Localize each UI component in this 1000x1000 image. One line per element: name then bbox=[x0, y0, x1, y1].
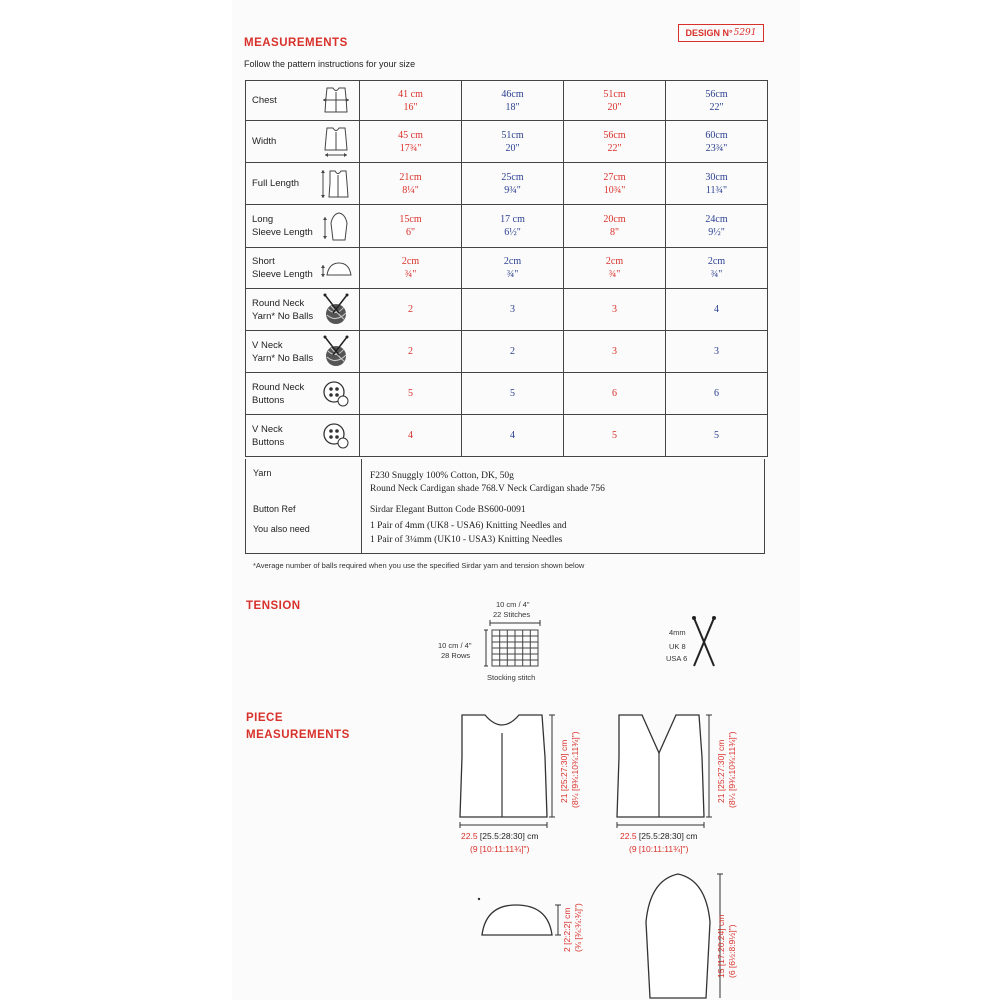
short-sleeve-in: (¾ [¾:¾:¾]") bbox=[573, 903, 583, 952]
size-value-cell bbox=[462, 163, 564, 205]
value-primary: 24cm bbox=[705, 214, 728, 225]
row-label-cell bbox=[246, 121, 360, 163]
size-value-cell bbox=[462, 121, 564, 163]
yarn-line-1: F230 Snuggly 100% Cotton, DK, 50g bbox=[370, 471, 514, 481]
value-imperial: 20" bbox=[607, 101, 622, 113]
design-number: 5291 bbox=[733, 28, 757, 38]
value-primary: 6 bbox=[714, 388, 719, 399]
also-need-label: You also need bbox=[253, 524, 310, 534]
measurement-row bbox=[246, 121, 768, 163]
needle-size-usa: USA 6 bbox=[666, 654, 688, 663]
design-prefix: DESIGN N° bbox=[685, 28, 733, 38]
row-label-cell bbox=[246, 81, 360, 121]
value-primary: 56cm bbox=[705, 88, 728, 100]
round-neck-width-cm: 22.5 [25.5:28:30] cm bbox=[461, 831, 539, 841]
row-label-cell bbox=[246, 415, 360, 457]
value-imperial: 6" bbox=[405, 227, 416, 238]
size-value-cell bbox=[462, 205, 564, 248]
row-label: Chest bbox=[252, 95, 277, 106]
tension-stitches-label: 22 Stitches bbox=[493, 610, 531, 619]
design-number-badge bbox=[678, 24, 764, 42]
needle-size-mm: 4mm bbox=[669, 628, 686, 637]
value-imperial: ¾" bbox=[506, 269, 519, 280]
yarn-ball-icon bbox=[319, 335, 353, 369]
measurements-table bbox=[245, 80, 768, 457]
value-primary: 5 bbox=[612, 430, 617, 441]
tension-width-label: 10 cm / 4" bbox=[496, 600, 530, 609]
value-imperial: 18" bbox=[505, 101, 520, 113]
row-label: Width bbox=[252, 136, 277, 147]
value-primary: 51cm bbox=[501, 129, 524, 141]
round-neck-cardigan-diagram bbox=[455, 705, 555, 830]
size-value-cell bbox=[564, 415, 666, 457]
row-label-cell bbox=[246, 289, 360, 331]
row-label: V Neck Buttons bbox=[252, 423, 285, 448]
size-value-cell bbox=[564, 121, 666, 163]
value-primary: 5 bbox=[408, 388, 413, 399]
v-neck-width-cm: 22.5 [25.5:28:30] cm bbox=[620, 831, 698, 841]
size-value-cell bbox=[360, 163, 462, 205]
v-neck-length-in: (8¼ [9¾:10¾:11¾]") bbox=[727, 731, 737, 808]
v-neck-length-cm: 21 [25:27:30] cm bbox=[716, 739, 726, 803]
size-value-cell bbox=[666, 81, 768, 121]
value-imperial: 17¾" bbox=[399, 142, 422, 154]
cardigan-length-icon bbox=[319, 167, 353, 201]
value-primary: 60cm bbox=[705, 129, 728, 141]
size-value-cell bbox=[462, 415, 564, 457]
row-label-cell bbox=[246, 331, 360, 373]
size-value-cell bbox=[360, 373, 462, 415]
row-label-cell bbox=[246, 248, 360, 289]
size-value-cell bbox=[666, 373, 768, 415]
size-value-cell bbox=[462, 373, 564, 415]
value-primary: 2cm bbox=[605, 256, 624, 267]
measurement-row bbox=[246, 415, 768, 457]
knitting-needles-icon bbox=[690, 615, 718, 669]
needle-size-uk: UK 8 bbox=[669, 642, 686, 651]
value-primary: 30cm bbox=[705, 171, 728, 183]
value-primary: 5 bbox=[510, 388, 515, 399]
measurement-row bbox=[246, 248, 768, 289]
v-neck-cardigan-diagram bbox=[612, 705, 712, 830]
intro-text: Follow the pattern instructions for your size bbox=[244, 59, 416, 69]
short-sleeve-diagram bbox=[476, 895, 562, 943]
value-primary: 45 cm bbox=[398, 129, 423, 141]
value-primary: 4 bbox=[714, 304, 719, 315]
materials-divider bbox=[361, 459, 362, 553]
button-ref-label: Button Ref bbox=[253, 504, 296, 514]
button-ref-value: Sirdar Elegant Button Code BS600-0091 bbox=[370, 505, 526, 515]
size-value-cell bbox=[666, 289, 768, 331]
measurement-row bbox=[246, 163, 768, 205]
tension-rows-width-label: 10 cm / 4" bbox=[438, 641, 472, 650]
measurement-row bbox=[246, 81, 768, 121]
value-primary: 4 bbox=[408, 430, 413, 441]
value-primary: 2 bbox=[408, 304, 413, 315]
cardigan-width-icon bbox=[319, 125, 353, 159]
tension-swatch-grid bbox=[484, 620, 544, 670]
size-value-cell bbox=[666, 248, 768, 289]
size-value-cell bbox=[462, 81, 564, 121]
value-imperial: 16" bbox=[403, 101, 418, 113]
value-imperial: ¾" bbox=[608, 269, 621, 280]
size-value-cell bbox=[564, 205, 666, 248]
value-imperial: ¾" bbox=[710, 269, 723, 280]
value-primary: 46cm bbox=[501, 88, 524, 100]
row-label: Round Neck Yarn* No Balls bbox=[252, 297, 314, 322]
cardigan-chest-icon bbox=[319, 84, 353, 118]
long-sleeve-cm: 15 [17:20:24] cm bbox=[716, 914, 726, 978]
value-primary: 3 bbox=[612, 304, 617, 315]
size-value-cell bbox=[666, 415, 768, 457]
row-label: Long Sleeve Length bbox=[252, 214, 313, 238]
also-need-line-1: 1 Pair of 4mm (UK8 - USA6) Knitting Needles and bbox=[370, 521, 567, 531]
value-imperial: ¾" bbox=[404, 269, 417, 280]
size-value-cell bbox=[666, 331, 768, 373]
round-neck-width-in: (9 [10:11:11¾]") bbox=[470, 844, 530, 854]
value-imperial: 10¾" bbox=[603, 184, 626, 196]
row-label-cell bbox=[246, 163, 360, 205]
button-icon bbox=[319, 377, 353, 411]
piece-measurements-heading-line-1: PIECE bbox=[246, 712, 284, 724]
yarn-ball-icon bbox=[319, 293, 353, 327]
measurement-row bbox=[246, 331, 768, 373]
value-primary: 5 bbox=[714, 430, 719, 441]
value-primary: 41 cm bbox=[398, 88, 423, 100]
size-value-cell bbox=[462, 248, 564, 289]
value-primary: 56cm bbox=[603, 129, 626, 141]
value-primary: 25cm bbox=[501, 171, 524, 183]
row-label: Round Neck Buttons bbox=[252, 381, 305, 406]
value-imperial: 23¾" bbox=[705, 142, 728, 154]
value-imperial: 6½" bbox=[504, 227, 521, 238]
row-label-cell bbox=[246, 373, 360, 415]
value-primary: 2cm bbox=[707, 256, 726, 267]
piece-measurements-heading-line-2: MEASUREMENTS bbox=[246, 729, 350, 741]
value-primary: 17 cm bbox=[500, 214, 525, 225]
value-imperial: 8" bbox=[609, 227, 620, 238]
measurement-row bbox=[246, 205, 768, 248]
short-sleeve-icon bbox=[319, 251, 353, 285]
size-value-cell bbox=[360, 289, 462, 331]
row-label: Full Length bbox=[252, 178, 300, 189]
value-primary: 20cm bbox=[603, 214, 626, 225]
value-primary: 2cm bbox=[401, 256, 420, 267]
row-label-cell bbox=[246, 205, 360, 248]
size-value-cell bbox=[564, 81, 666, 121]
value-primary: 3 bbox=[510, 304, 515, 315]
long-sleeve-icon bbox=[319, 209, 353, 243]
value-primary: 3 bbox=[612, 346, 617, 357]
stocking-stitch-label: Stocking stitch bbox=[487, 673, 536, 682]
value-imperial: 11¾" bbox=[705, 184, 728, 196]
size-value-cell bbox=[666, 121, 768, 163]
measurement-row bbox=[246, 373, 768, 415]
value-imperial: 9¾" bbox=[504, 184, 521, 196]
tension-rows-label: 28 Rows bbox=[441, 651, 471, 660]
size-value-cell bbox=[564, 248, 666, 289]
value-primary: 21cm bbox=[399, 171, 422, 183]
size-value-cell bbox=[360, 415, 462, 457]
size-value-cell bbox=[360, 81, 462, 121]
value-primary: 3 bbox=[714, 346, 719, 357]
value-primary: 2cm bbox=[503, 256, 522, 267]
measurement-row bbox=[246, 289, 768, 331]
v-neck-width-in: (9 [10:11:11¾]") bbox=[629, 844, 689, 854]
round-neck-length-cm: 21 [25:27:30] cm bbox=[559, 739, 569, 803]
long-sleeve-diagram bbox=[636, 862, 728, 1000]
materials-box bbox=[245, 459, 765, 554]
row-label: V Neck Yarn* No Balls bbox=[252, 339, 314, 364]
yarn-line-2: Round Neck Cardigan shade 768.V Neck Cardigan shade 756 bbox=[370, 484, 605, 494]
value-primary: 15cm bbox=[399, 214, 422, 225]
value-primary: 6 bbox=[612, 388, 617, 399]
value-primary: 51cm bbox=[603, 88, 626, 100]
size-value-cell bbox=[462, 289, 564, 331]
yarn-label: Yarn bbox=[253, 468, 272, 478]
value-imperial: 9½" bbox=[708, 227, 725, 238]
tension-heading: TENSION bbox=[246, 600, 301, 612]
size-value-cell bbox=[564, 163, 666, 205]
size-value-cell bbox=[360, 121, 462, 163]
size-value-cell bbox=[360, 248, 462, 289]
size-value-cell bbox=[564, 331, 666, 373]
size-value-cell bbox=[360, 331, 462, 373]
also-need-line-2: 1 Pair of 3¼mm (UK10 - USA3) Knitting Needles bbox=[370, 535, 563, 545]
round-neck-length-in: (8¼ [9¾:10¾:11¾]") bbox=[570, 731, 580, 808]
value-imperial: 20" bbox=[505, 142, 520, 154]
value-imperial: 22" bbox=[709, 101, 724, 113]
value-primary: 4 bbox=[510, 430, 515, 441]
size-value-cell bbox=[564, 289, 666, 331]
button-icon bbox=[319, 419, 353, 453]
measurements-heading: MEASUREMENTS bbox=[244, 37, 348, 49]
value-primary: 27cm bbox=[603, 171, 626, 183]
size-value-cell bbox=[666, 205, 768, 248]
footnote: *Average number of balls required when you use the specified Sirdar yarn and tension shown below bbox=[253, 561, 585, 570]
value-imperial: 22" bbox=[607, 142, 622, 154]
short-sleeve-cm: 2 [2:2:2] cm bbox=[562, 907, 572, 952]
size-value-cell bbox=[564, 373, 666, 415]
value-imperial: 8¼" bbox=[402, 184, 419, 196]
value-primary: 2 bbox=[408, 346, 413, 357]
size-value-cell bbox=[666, 163, 768, 205]
row-label: Short Sleeve Length bbox=[252, 256, 313, 280]
value-primary: 2 bbox=[510, 346, 515, 357]
size-value-cell bbox=[360, 205, 462, 248]
size-value-cell bbox=[462, 331, 564, 373]
long-sleeve-in: (6 [6½:8:9½]") bbox=[727, 924, 737, 978]
